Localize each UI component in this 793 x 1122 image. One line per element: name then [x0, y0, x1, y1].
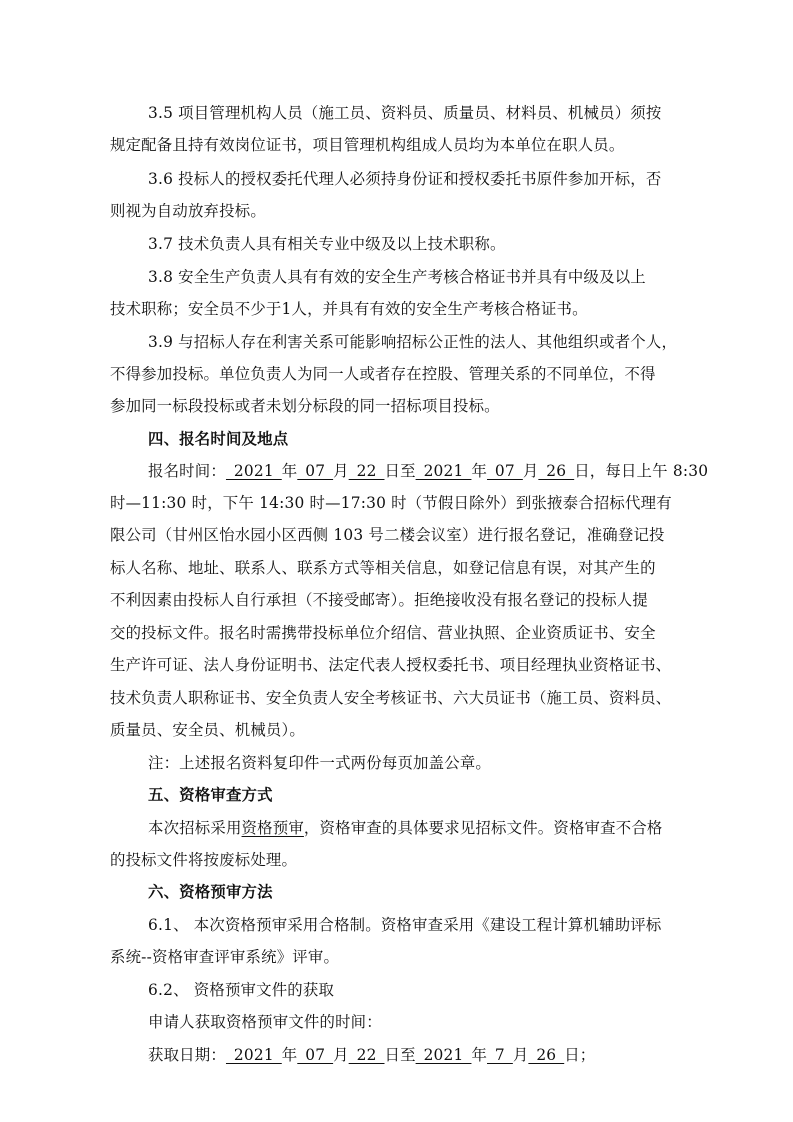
note-line: 注：上述报名资料复印件一式两份每页加盖公章。 [148, 754, 491, 772]
date-month: _07_ [487, 462, 523, 480]
label: 月 [522, 462, 539, 480]
paragraph-line: 3.5 项目管理机构人员（施工员、资料员、质量员、材料员、机械员）须按 [148, 104, 662, 122]
date-day: _26_ [538, 462, 575, 480]
label: 获取日期： [148, 1046, 226, 1064]
date-month: _07_ [297, 1046, 334, 1064]
paragraph-line: 6.1、 本次资格预审采用合格制。资格审查采用《建设工程计算机辅助评标 [148, 916, 662, 934]
label: 日； [564, 1046, 596, 1064]
paragraph-line: 参加同一标段投标或者未划分标段的同一招标项目投标。 [110, 397, 500, 415]
underlined-term: 资格预审 [241, 819, 304, 837]
paragraph-line: 3.8 安全生产负责人具有有效的安全生产考核合格证书并具有中级及以上 [148, 268, 646, 286]
paragraph-line: 系统--资格审查评审系统》评审。 [110, 948, 340, 966]
paragraph-line: 质量员、安全员、机械员）。 [110, 721, 305, 739]
date-day: _26_ [528, 1046, 565, 1064]
paragraph-line: 限公司（甘州区怡水园小区西侧 103 号二楼会议室）进行报名登记，准确登记投 [110, 526, 665, 544]
paragraph-line: 时—11:30 时，下午 14:30 时—17:30 时（节假日除外）到张掖泰合招标代理有 [110, 494, 672, 512]
paragraph-line: 生产许可证、法人身份证明书、法定代表人授权委托书、项目经理执业资格证书、 [110, 656, 672, 674]
date-year: _2021_ [415, 462, 472, 480]
section-heading: 六、资格预审方法 [148, 883, 273, 901]
paragraph-line: 的投标文件将按废标处理。 [110, 851, 298, 869]
label: 日至 [384, 1046, 416, 1064]
paragraph-line: 交的投标文件。报名时需携带投标单位介绍信、营业执照、企业资质证书、安全 [110, 624, 656, 642]
label: 日，每日上午 8:30 [574, 462, 709, 480]
paragraph-line: 3.9 与招标人存在利害关系可能影响招标公正性的法人、其他组织或者个人， [148, 333, 678, 351]
section-heading: 五、资格审查方式 [148, 786, 273, 804]
label: 年 [281, 462, 298, 480]
acquisition-date-line [148, 1043, 595, 1065]
label: 日至 [384, 462, 416, 480]
date-day: _22_ [348, 1046, 385, 1064]
paragraph-line: 标人名称、地址、联系人、联系方式等相关信息，如登记信息有误，对其产生的 [110, 559, 656, 577]
date-day: _22_ [348, 462, 385, 480]
label: 年 [471, 462, 488, 480]
paragraph-line: 则视为自动放弃投标。 [110, 202, 266, 220]
paragraph-line: 规定配备且持有效岗位证书，项目管理机构组成人员均为本单位在职人员。 [110, 136, 625, 154]
section-heading: 四、报名时间及地点 [148, 430, 289, 448]
date-year: _2021_ [415, 1046, 472, 1064]
paragraph-line: 3.6 投标人的授权委托代理人必须持身份证和授权委托书原件参加开标，否 [148, 170, 662, 188]
paragraph-line: 不得参加投标。单位负责人为同一人或者存在控股、管理关系的不同单位，不得 [110, 365, 656, 383]
paragraph-line: 技术职称；安全员不少于1人，并具有有效的安全生产考核合格证书。 [110, 300, 588, 318]
label: 年 [281, 1046, 298, 1064]
label: 报名时间： [148, 462, 226, 480]
date-year: _2021_ [225, 462, 282, 480]
date-month: _07_ [297, 462, 334, 480]
paragraph-line: 6.2、 资格预审文件的获取 [148, 981, 335, 999]
paragraph-line: 不利因素由投标人自行承担（不接受邮寄）。拒绝接收没有报名登记的投标人提 [110, 591, 648, 609]
date-year: _2021_ [225, 1046, 282, 1064]
label: 年 [471, 1046, 488, 1064]
label: 月 [512, 1046, 529, 1064]
label: 月 [333, 462, 349, 480]
label: 月 [333, 1046, 349, 1064]
paragraph-line: 申请人获取资格预审文件的时间： [148, 1013, 382, 1031]
paragraph-line: 技术负责人职称证书、安全负责人安全考核证书、六大员证书（施工员、资料员、 [110, 689, 672, 707]
date-month: _7_ [487, 1046, 513, 1064]
registration-time-line [148, 459, 708, 481]
label: ，资格审查的具体要求见招标文件。资格审查不合格 [303, 819, 663, 837]
paragraph-line: 3.7 技术负责人具有相关专业中级及以上技术职称。 [148, 235, 506, 253]
paragraph-line [148, 816, 663, 838]
label: 本次招标采用 [148, 819, 242, 837]
